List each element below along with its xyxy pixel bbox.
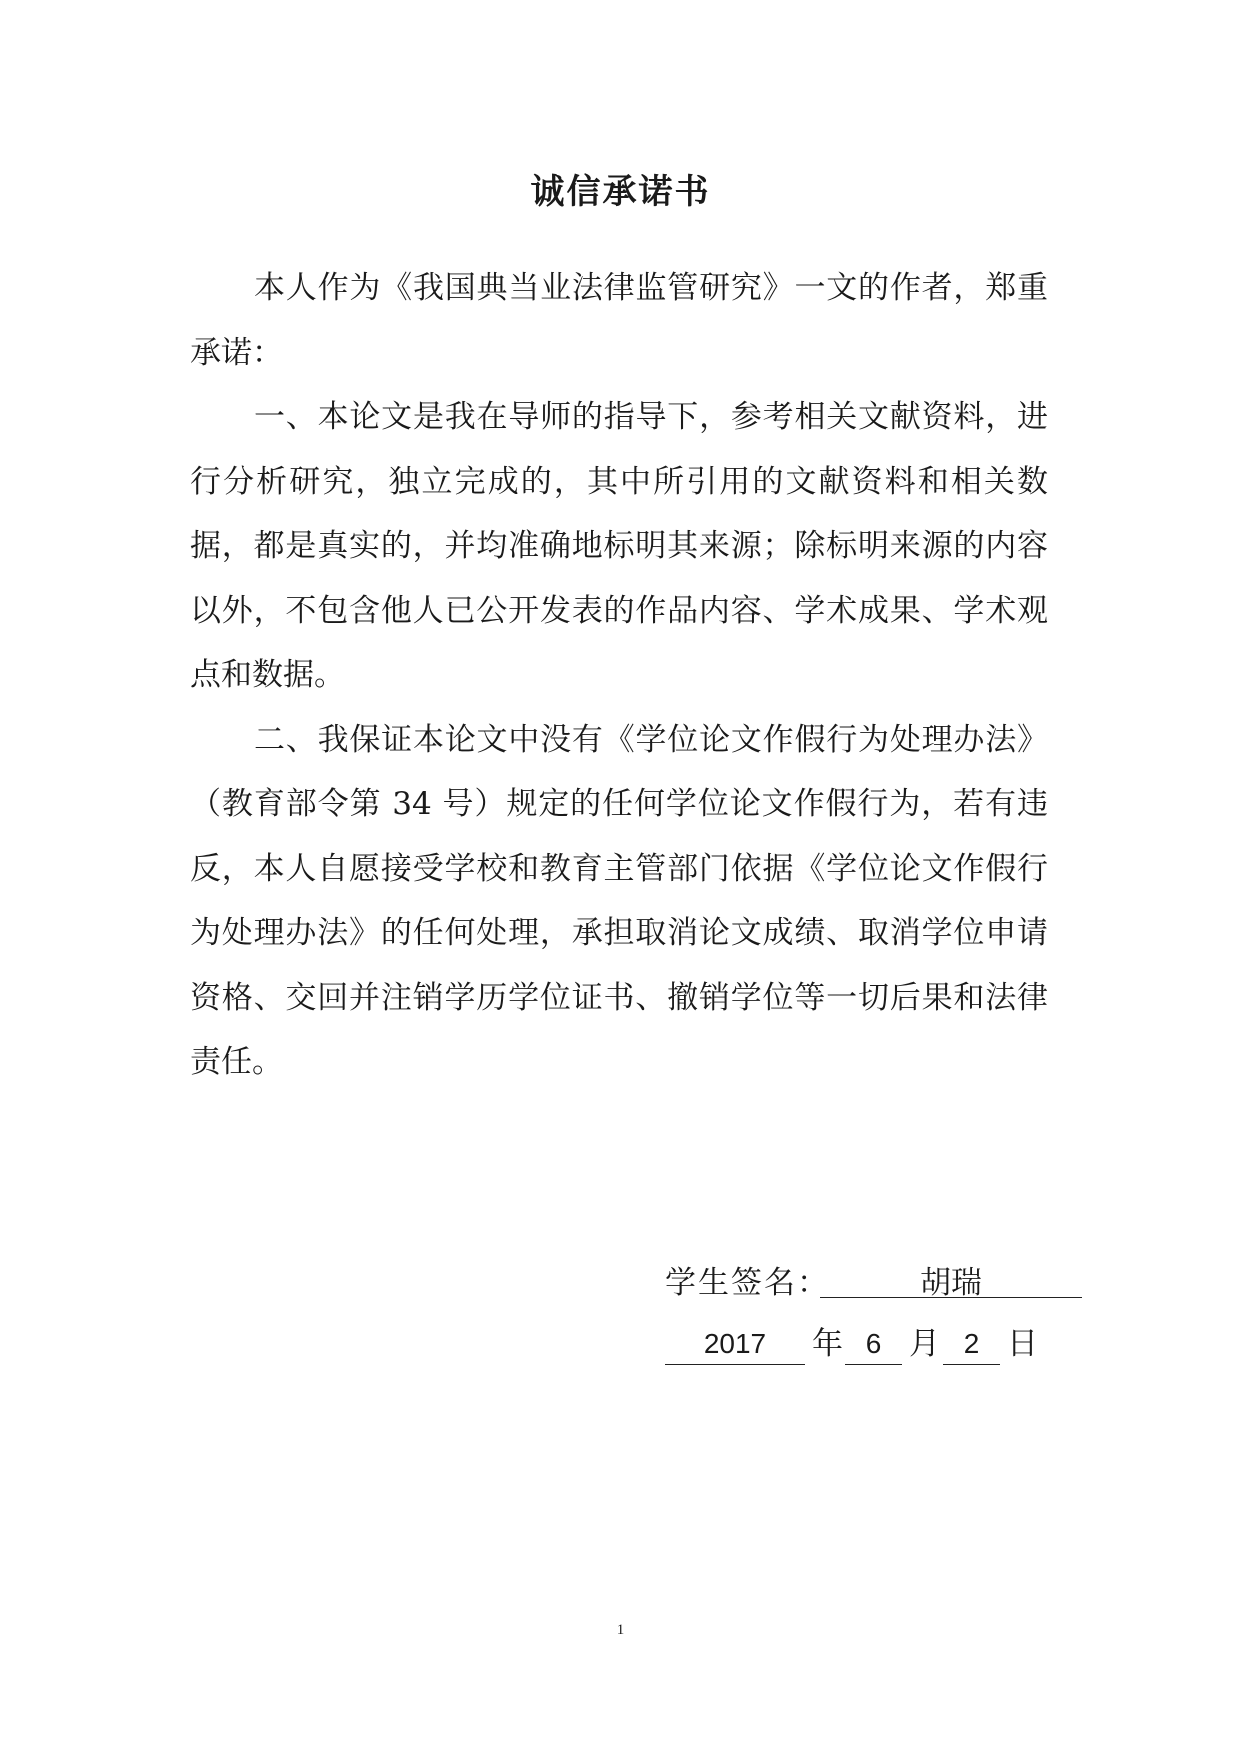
date-row xyxy=(665,1324,1085,1368)
signature-block xyxy=(665,1257,1085,1362)
signature-label: 学生签名： xyxy=(665,1265,830,1301)
date-year-field: 2017 xyxy=(665,1324,805,1365)
signature-name-field: 胡瑞 xyxy=(820,1257,1082,1298)
paragraph-commitment-2: 二、我保证本论文中没有《学位论文作假行为处理办法》（教育部令第 34 号）规定的任何学位论文作假行为，若有违反，本人自愿接受学校和教育主管部门依据《学位论文作假行为处理办法》的任何处理，承担取消论文成绩、取消学位申请资格、交回并注销学历学位证书、撤销学位等一切后果和法律责任。 xyxy=(190,721,1048,1080)
paragraph-intro: 本人作为《我国典当业法律监管研究》一文的作者，郑重承诺： xyxy=(190,270,1048,371)
date-year-unit: 年 xyxy=(812,1326,843,1362)
page-number: 1 xyxy=(616,1622,625,1638)
date-month-unit: 月 xyxy=(909,1326,940,1362)
date-day-unit: 日 xyxy=(1007,1326,1038,1362)
document-title: 诚信承诺书 xyxy=(530,172,711,212)
signature-row xyxy=(665,1257,1085,1317)
date-day-field: 2 xyxy=(943,1324,1000,1365)
document-body xyxy=(190,256,1048,1095)
paragraph-commitment-1: 一、本论文是我在导师的指导下，参考相关文献资料，进行分析研究，独立完成的，其中所引用的文献资料和相关数据，都是真实的，并均准确地标明其来源；除标明来源的内容以外，不包含他人已公开发表的作品内容、学术成果、学术观点和数据。 xyxy=(190,399,1048,693)
date-month-field: 6 xyxy=(845,1324,902,1365)
